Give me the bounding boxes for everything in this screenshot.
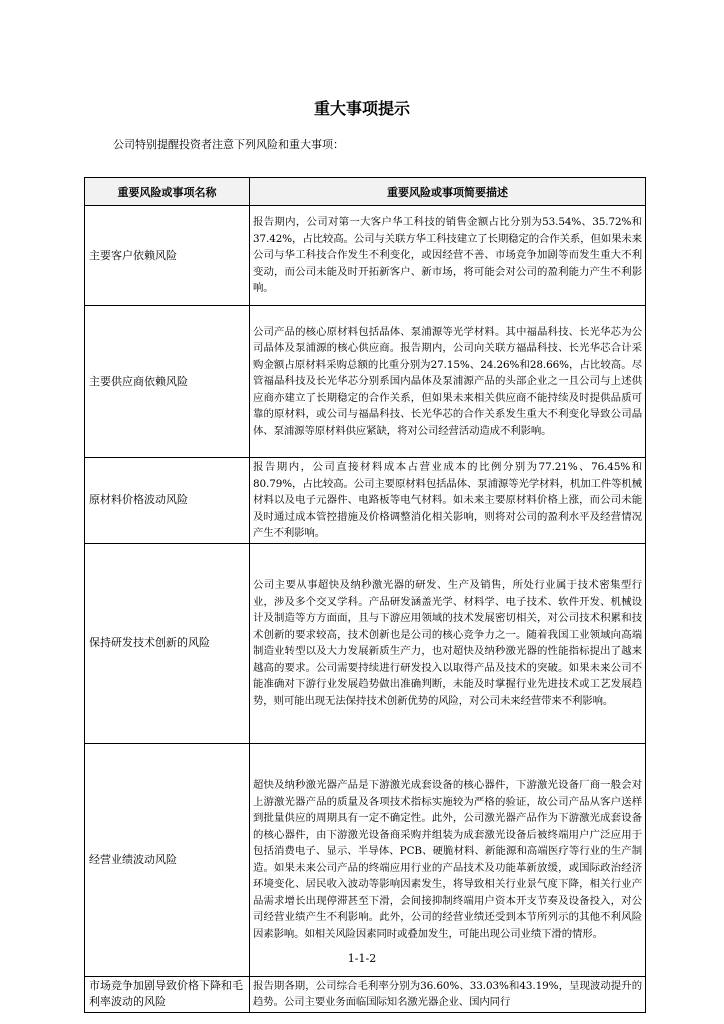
risk-description: 超快及纳秒激光器产品是下游激光成套设备的核心器件，下游激光设备厂商一般会对上游激光器产品的质量及各项技术指标实施较为严格的验证，故公司产品从客户送样到批量供应的周期具有一定不确定性。此外，公司激光器产品作为下游激光成套设备的核心器件，由下游激光设备商采购并组装为成套激光设备后被终端用户广泛应用于包括消费电子、显示、半导体、PCB、硬脆材料、新能源和高端医疗等行业的生产制造。如果未来公司产品的终端应用行业的产品技术及功能革新放缓，或国际政治经济环境变化、居民收入波动等影响因素发生，将导致相关行业景气度下降，相关行业产品需求增长出现停滞甚至下滑，会间接抑制终端用户资本开支节奏及设备投入，对公司经营业绩产生不利影响。此外，公司的经营业绩还受到本节所列示的其他不利风险因素影响。如相关风险因素同时或叠加发生，可能出现公司业绩下滑的情形。: [250, 743, 646, 976]
page-title: 重大事项提示: [313, 99, 410, 118]
risk-name: 主要供应商依赖风险: [85, 306, 250, 458]
column-header-name: 重要风险或事项名称: [85, 178, 250, 206]
risk-name: 市场竞争加剧导致价格下降和毛利率波动的风险: [85, 976, 250, 1012]
table-row: [85, 543, 646, 743]
table-row: [85, 976, 646, 1012]
intro-text: 公司特别提醒投资者注意下列风险和重大事项：: [113, 138, 344, 151]
risk-description: 公司产品的核心原材料包括晶体、泵浦源等光学材料。其中福晶科技、长光华芯为公司晶体及泵浦源的核心供应商。报告期内，公司向关联方福晶科技、长光华芯合计采购金额占原材料采购总额的比重分别为27.15%、24.26%和28.66%，占比较高。尽管福晶科技及长光华芯分别系国内晶体及泵浦源产品的头部企业之一且公司与上述供应商亦建立了长期稳定的合作关系，但如果未来相关供应商不能持续及时提供品质可靠的原材料，或公司与福晶科技、长光华芯的合作关系发生重大不利变化导致公司晶体、泵浦源等原材料供应紧缺，将对公司经营活动造成不利影响。: [250, 306, 646, 458]
risk-table: [84, 177, 646, 1013]
column-header-description: 重要风险或事项简要描述: [250, 178, 646, 206]
table-header-row: [85, 178, 646, 206]
risk-description: 报告期各期，公司综合毛利率分别为36.60%、33.03%和43.19%，呈现波动提升的趋势。公司主要业务面临国际知名激光器企业、国内同行: [250, 976, 646, 1012]
risk-name: 原材料价格波动风险: [85, 458, 250, 544]
table-row: [85, 458, 646, 544]
risk-name: 保持研发技术创新的风险: [85, 543, 250, 743]
table-row: [85, 743, 646, 976]
risk-name: 经营业绩波动风险: [85, 743, 250, 976]
risk-description: 报告期内，公司直接材料成本占营业成本的比例分别为77.21%、76.45%和80.79%，占比较高。公司主要原材料包括晶体、泵浦源等光学材料，机加工件等机械材料以及电子元器件、电路板等电气材料。如未来主要原材料价格上涨，而公司未能及时通过成本管控措施及价格调整消化相关影响，则将对公司的盈利水平及经营情况产生不利影响。: [250, 458, 646, 544]
risk-name: 主要客户依赖风险: [85, 206, 250, 306]
table-row: [85, 206, 646, 306]
risk-description: 公司主要从事超快及纳秒激光器的研发、生产及销售，所处行业属于技术密集型行业，涉及多个交叉学科。产品研发涵盖光学、材料学、电子技术、软件开发、机械设计及制造等方方面面，且与下游应用领域的技术发展密切相关，对公司技术积累和技术创新的要求较高，技术创新也是公司的核心竞争力之一。随着我国工业领域向高端制造业转型以及大力发展新质生产力，也对超快及纳秒激光器的性能指标提出了越来越高的要求。公司需要持续进行研发投入以取得产品及技术的突破。如果未来公司不能准确对下游行业发展趋势做出准确判断，未能及时掌握行业先进技术或工艺发展趋势，则可能出现无法保持技术创新优势的风险，对公司未来经营带来不利影响。: [250, 543, 646, 743]
risk-description: 报告期内，公司对第一大客户华工科技的销售金额占比分别为53.54%、35.72%和37.42%，占比较高。公司与关联方华工科技建立了长期稳定的合作关系，但如果未来公司与华工科技合作发生不利变化，或因经营不善、市场竞争加剧等而发生重大不利变动，而公司未能及时开拓新客户、新市场，将可能会对公司的盈利能力产生不利影响。: [250, 206, 646, 306]
table-row: [85, 306, 646, 458]
page-number: 1-1-2: [347, 952, 377, 965]
